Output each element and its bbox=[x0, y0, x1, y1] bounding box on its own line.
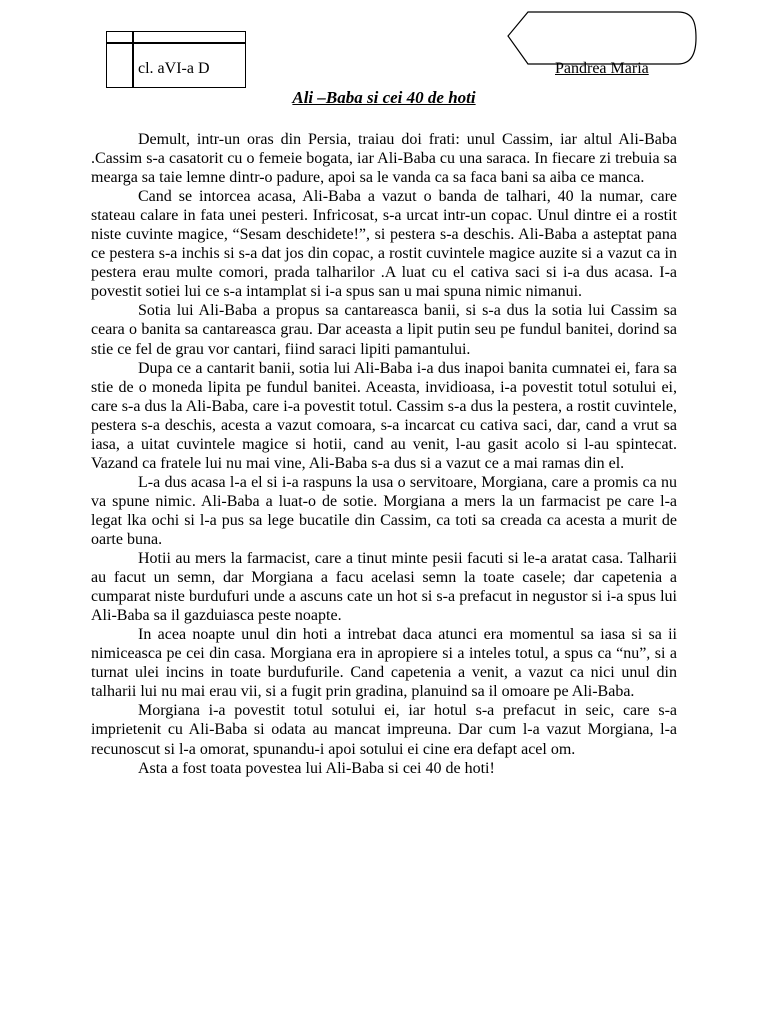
paragraph: In acea noapte unul din hoti a intrebat daca atunci era momentul sa iasa si sa ii nimiceasca pe cei din casa. Morgiana era in apropiere si a inteles totul, a spus ca “nu”, si a turnat ulei incins in toate burdufurile. Cand capetenia a venit, a vazut ca nici unul din talharii lui nu mai erau vii, si a fugit prin gradina, planuind sa il omoare pe Ali-Baba. bbox=[91, 626, 677, 701]
document-title: Ali –Baba si cei 40 de hoti bbox=[292, 88, 476, 107]
paragraph: Dupa ce a cantarit banii, sotia lui Ali-Baba i-a dus inapoi banita cumnatei ei, fara sa stie de o moneda lipita pe fundul banitei. Aceasta, invidioasa, i-a povestit totul sotului ei, care s-a dus la Ali-Baba, care i-a povestit totul. Cassim s-a dus la pestera, a rostit cuvintele, pestera s-a deschis, acesta a vazut comoara, s-a incarcat cu cativa saci, dar, cand a vrut sa iasa, a uitat cuvintele magice si hotii, cand au venit, l-au gasit acolo si l-au spintecat. Vazand ca fratele lui nu mai vine, Ali-Baba s-a dus si a vazut ce a mai ramas din el. bbox=[91, 359, 677, 472]
student-name: Pandrea Maria bbox=[555, 60, 649, 77]
paragraph: Cand se intorcea acasa, Ali-Baba a vazut o banda de talhari, 40 la numar, care stateau calare in fata unei pesteri. Infricosat, s-a urcat intr-un copac. Unul dintre ei a rostit niste cuvinte magice, “Sesam deschidete!”, si pestera s-a deschis. Ali-Baba a asteptat pana ce pestera s-a inchis si s-a dat jos din copac, a rostit cuvintele magice auzite si a vazut ca in pestera erau multe comori, prada talharilor .A luat cu el cativa saci si i-a dus acasa. I-a povestit sotiei lui ce s-a intamplat si i-a spus san u mai spuna nimic nimanui. bbox=[91, 188, 677, 301]
class-label: cl. aVI-a D bbox=[138, 60, 210, 77]
paragraph: L-a dus acasa l-a el si i-a raspuns la usa o servitoare, Morgiana, care a promis ca nu va spune nimic. Ali-Baba a luat-o de sotie. Morgiana a mers la un farmacist pe care l-a legat lka ochi si l-a pus sa lege bucatile din Cassim, ca toti sa creada ca acesta a murit de oarte buna. bbox=[91, 473, 677, 548]
paragraph: Morgiana i-a povestit totul sotului ei, iar hotul s-a prefacut in seic, care s-a imprietenit cu Ali-Baba si odata au mancat impreuna. Dar cum l-a vazut Morgiana, l-a recunoscut si l-a omorat, spunandu-i apoi sotului ei cine era defapt acel om. bbox=[91, 702, 677, 758]
grade-bubble-shape bbox=[506, 10, 698, 66]
table-divider-vertical bbox=[132, 32, 134, 87]
paragraph: Sotia lui Ali-Baba a propus sa cantareasca banii, si s-a dus la sotia lui Cassim sa ceara o banita sa cantareasca grau. Dar aceasta a lipit putin seu pe fundul banitei, dorind sa stie ce fel de grau vor cantari, fiind saraci lipiti pamantului. bbox=[91, 302, 677, 358]
paragraph: Demult, intr-un oras din Persia, traiau doi frati: unul Cassim, iar altul Ali-Baba .Cassim s-a casatorit cu o femeie bogata, iar Ali-Baba cu una saraca. In fiecare zi trebuia sa mearga sa taie lemne dintr-o padure, apoi sa le vanda ca sa faca bani sa aiba ce manca. bbox=[91, 131, 677, 187]
paragraph: Hotii au mers la farmacist, care a tinut minte pesii facuti si le-a aratat casa. Talharii au facut un semn, dar Morgiana a facu acelasi semn la toate casele; dar capetenia a cumparat niste burdufuri unde a ascuns cate un hot si s-a prefacut in negustor si i-a spus lui Ali-Baba sa il gazduiasca peste noapte. bbox=[91, 550, 677, 625]
story-body bbox=[91, 130, 677, 778]
paragraph: Asta a fost toata povestea lui Ali-Baba si cei 40 de hoti! bbox=[138, 759, 495, 777]
table-divider-horizontal bbox=[107, 42, 245, 44]
